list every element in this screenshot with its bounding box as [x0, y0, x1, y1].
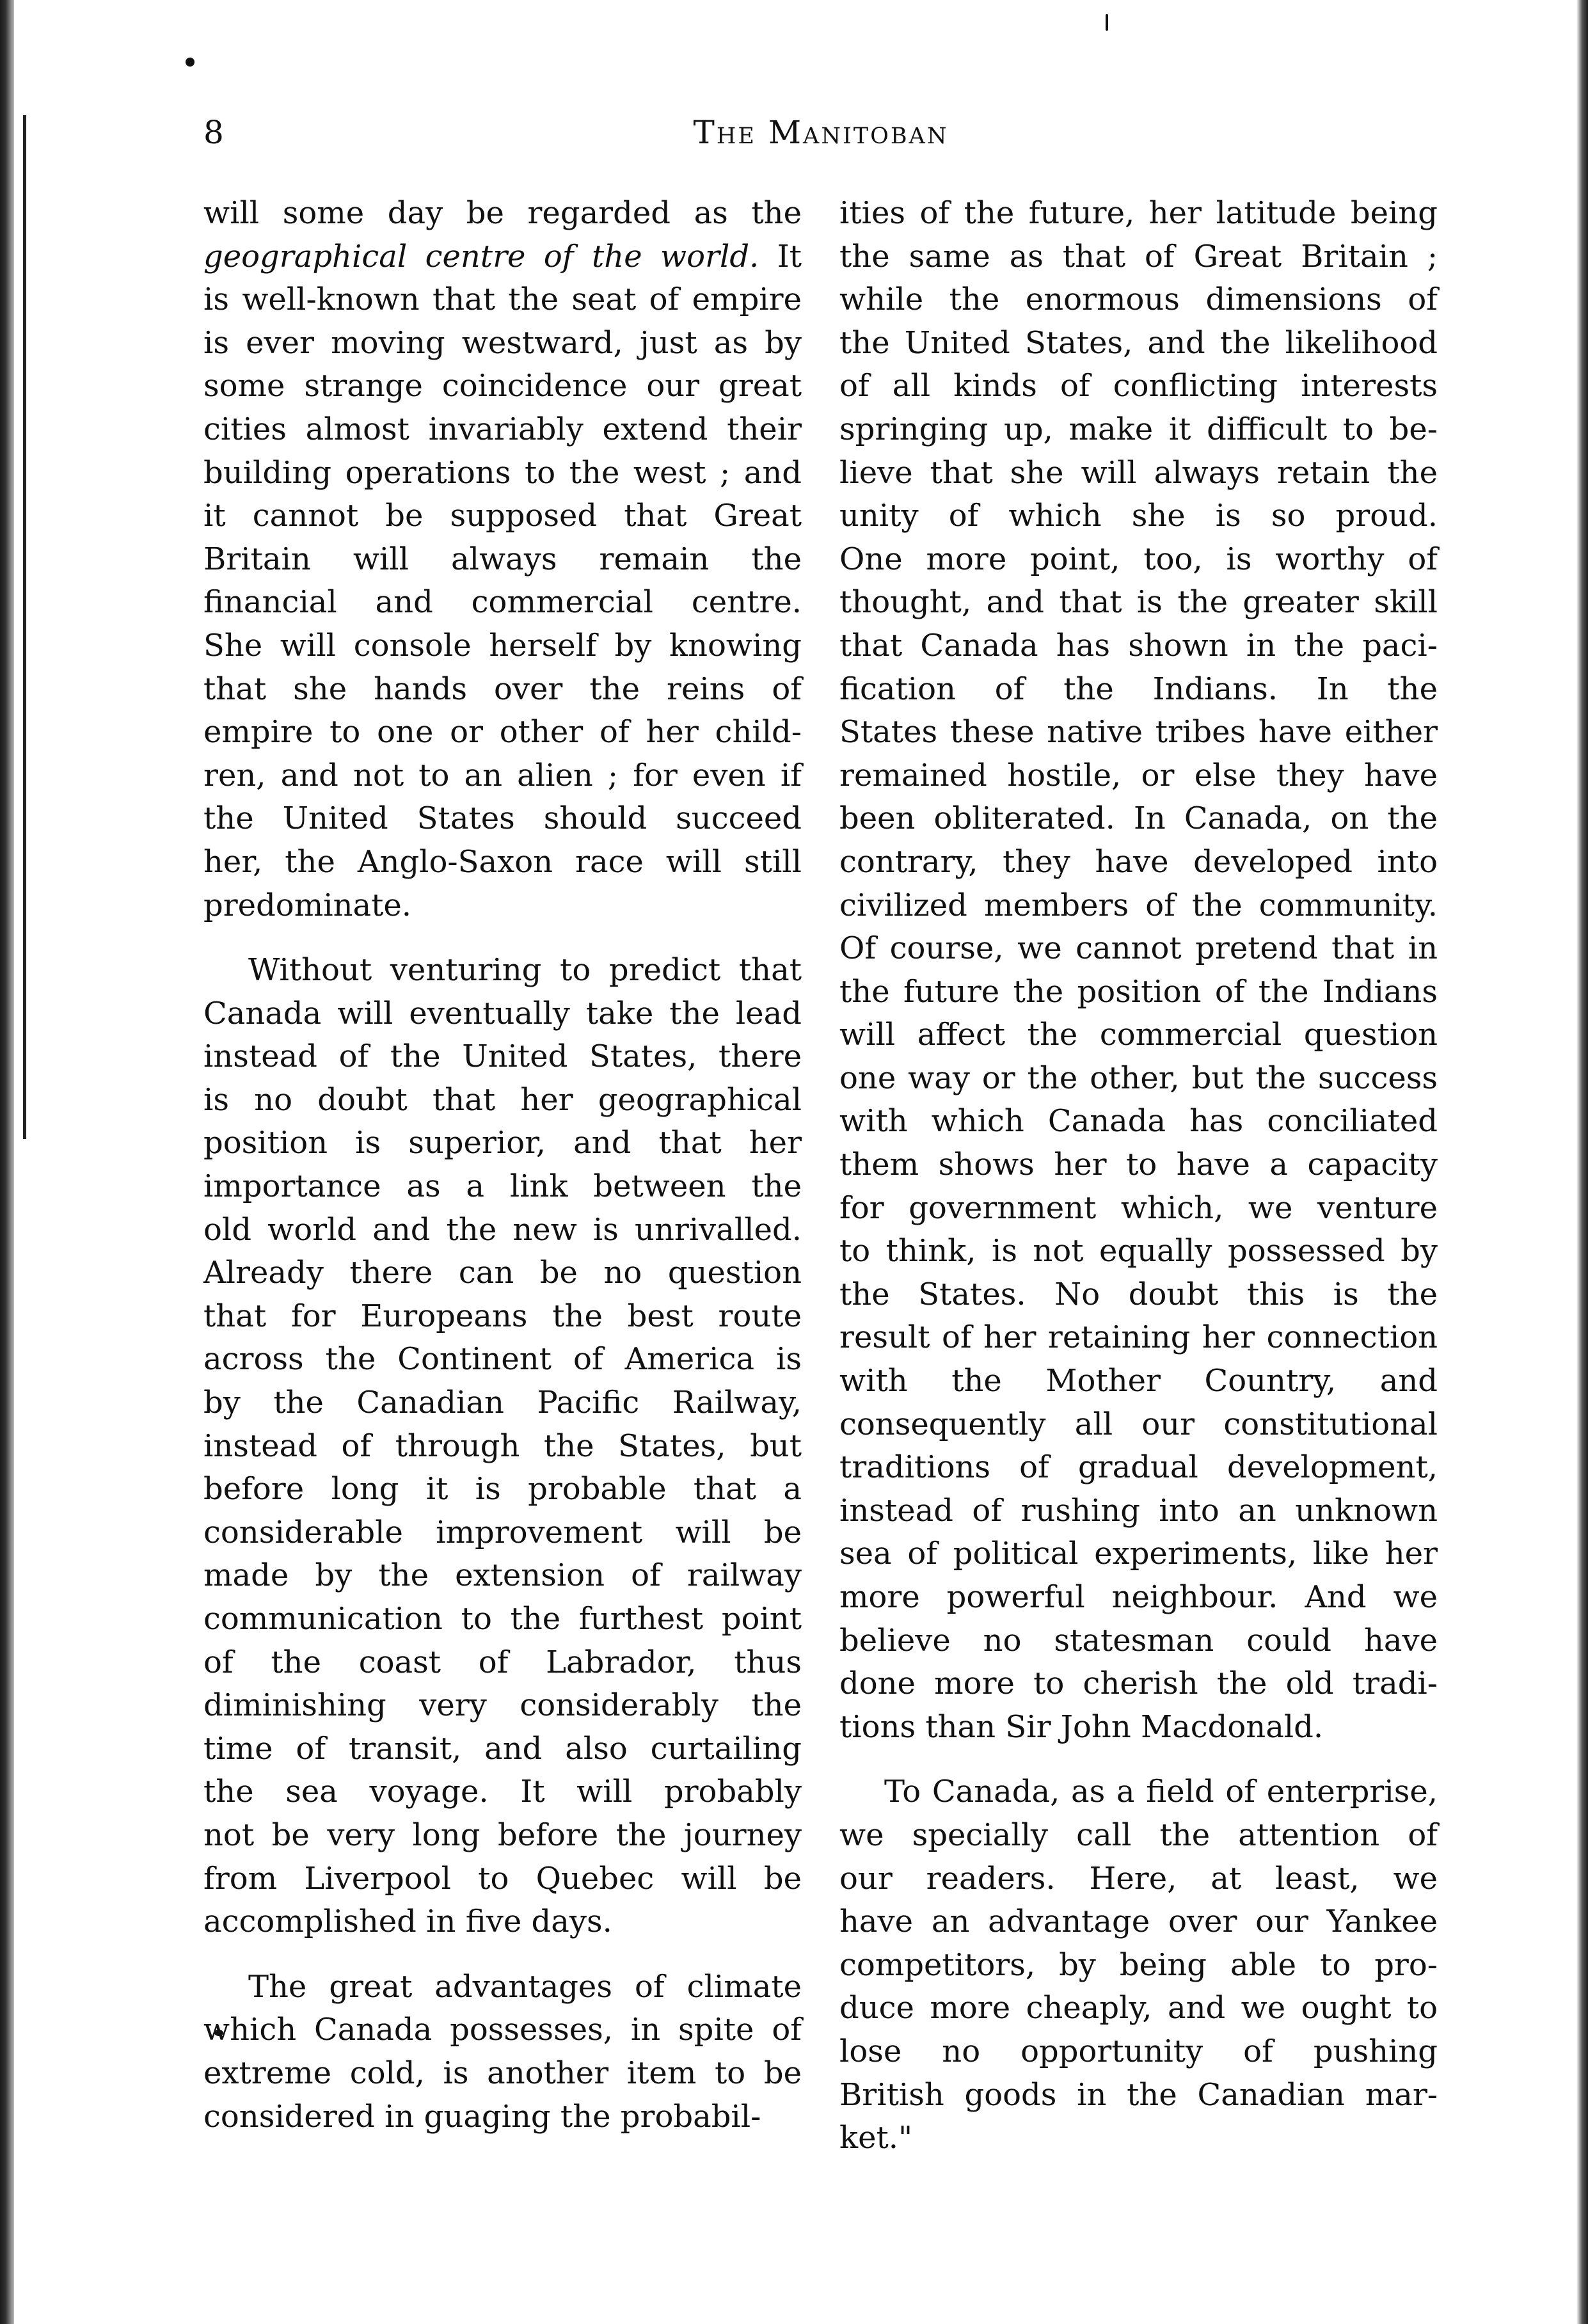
text-line: more powerful neighbour. And we [839, 1579, 1438, 1615]
text-line: Canada will eventually take the lead [203, 995, 802, 1031]
text-line: one way or the other, but the success [839, 1060, 1438, 1096]
text-line: it cannot be supposed that Great [203, 498, 802, 534]
text-line: extreme cold, is another item to be [203, 2055, 802, 2091]
text-line: made by the extension of railway [203, 1557, 802, 1594]
text-line: the future the position of the Indians [839, 973, 1438, 1010]
text-line: Without venturing to predict that [248, 952, 802, 989]
text-line: have an advantage over our Yankee [839, 1904, 1438, 1940]
text-line: across the Continent of America is [203, 1341, 802, 1378]
text-line: instead of rushing into an unknown [839, 1492, 1438, 1529]
text-line: will affect the commercial question [839, 1017, 1438, 1053]
text-line: which Canada possesses, in spite of [203, 2012, 802, 2048]
paragraph [203, 192, 802, 927]
text-line: of all kinds of conflicting interests [839, 368, 1438, 404]
text-line: competitors, by being able to pro- [839, 1946, 1438, 1983]
text-line: instead of through the States, but [203, 1428, 802, 1464]
text-line: position is superior, and that her [203, 1125, 802, 1161]
text-line: British goods in the Canadian mar- [839, 2076, 1438, 2113]
text-line: considerable improvement will be [203, 1514, 802, 1550]
right-column [839, 192, 1438, 2160]
text-line: financial and commercial centre. [203, 584, 802, 621]
text-line: time of transit, and also curtailing [203, 1730, 802, 1767]
page-number: 8 [203, 114, 225, 151]
scan-speck [1106, 14, 1108, 31]
text-line: the United States, and the likelihood [839, 324, 1438, 361]
text-line: diminishing very considerably the [203, 1687, 802, 1724]
text-line: sea of political experiments, like her [839, 1536, 1438, 1572]
paragraph [203, 949, 802, 1944]
scan-speck [186, 58, 195, 67]
text-line: duce more cheaply, and we ought to [839, 1990, 1438, 2026]
text-line: instead of the United States, there [203, 1039, 802, 1075]
text-line: Already there can be no question [203, 1255, 802, 1291]
text-line: the same as that of Great Britain ; [839, 238, 1438, 275]
text-line: before long it is probable that a [203, 1471, 802, 1508]
text-line: her, the Anglo-Saxon race will still [203, 843, 802, 880]
text-line: our readers. Here, at least, we [839, 1860, 1438, 1897]
text-line: consequently all our constitutional [839, 1406, 1438, 1442]
text-line: we specially call the attention of [839, 1817, 1438, 1853]
text-line: been obliterated. In Canada, on the [839, 800, 1438, 837]
text-line: is no doubt that her geographical [203, 1081, 802, 1118]
text-line: to think, is not equally possessed by [839, 1233, 1438, 1269]
text-line: Britain will always remain the [203, 541, 802, 577]
text-line: civilized members of the community. [839, 887, 1438, 923]
text-line: them shows her to have a capacity [839, 1147, 1438, 1183]
text-line: considered in guaging the probabil- [203, 2098, 761, 2135]
text-line: the United States should succeed [203, 800, 802, 837]
text-line: geographical centre of the world. It [203, 238, 802, 275]
text-line: She will console herself by knowing [203, 627, 802, 664]
text-line: communication to the furthest point [203, 1601, 802, 1637]
text-line: that she hands over the reins of [203, 671, 802, 707]
text-line: traditions of gradual development, [839, 1449, 1438, 1486]
text-line: ren, and not to an alien ; for even if [203, 757, 802, 793]
text-line: while the enormous dimensions of [839, 282, 1438, 318]
text-line: is ever moving westward, just as by [203, 324, 802, 361]
text-line: the sea voyage. It will probably [203, 1774, 802, 1810]
text-line: fication of the Indians. In the [839, 671, 1438, 707]
text-line: with the Mother Country, and [839, 1363, 1438, 1399]
running-title: The Manitoban [693, 114, 949, 151]
text-line: Of course, we cannot pretend that in [839, 930, 1438, 967]
text-line: One more point, too, is worthy of [839, 541, 1438, 577]
text-line: unity of which she is so proud. [839, 498, 1438, 534]
text-line: is well-known that the seat of empire [203, 282, 802, 318]
scan-binding-shadow [23, 115, 26, 1139]
text-line: some strange coincidence our great [203, 368, 802, 404]
paragraph-gap [203, 1944, 802, 1966]
text-line: thought, and that is the greater skill [839, 584, 1438, 621]
text-line: believe no statesman could have [839, 1622, 1438, 1659]
scan-edge-right [1576, 0, 1588, 2324]
text-line: will some day be regarded as the [203, 195, 802, 231]
text-line: remained hostile, or else they have [839, 757, 1438, 793]
paragraph [839, 1771, 1438, 2160]
text-line: that for Europeans the best route [203, 1298, 802, 1334]
text-line: importance as a link between the [203, 1168, 802, 1205]
scan-edge-left [0, 0, 14, 2324]
text-line: contrary, they have developed into [839, 843, 1438, 880]
paragraph [203, 1966, 802, 2138]
text-line: from Liverpool to Quebec will be [203, 1860, 802, 1897]
text-line: for government which, we venture [839, 1190, 1438, 1226]
paragraph-gap [839, 1749, 1438, 1771]
text-line: lieve that she will always retain the [839, 454, 1438, 491]
text-line: with which Canada has conciliated [839, 1103, 1438, 1140]
left-column [203, 192, 802, 2138]
text-line: predominate. [203, 887, 412, 923]
text-line: ket." [839, 2120, 913, 2156]
text-line: done more to cherish the old tradi- [839, 1666, 1438, 1702]
text-line: empire to one or other of her child- [203, 714, 802, 751]
page-header [203, 114, 1438, 165]
text-line: lose no opportunity of pushing [839, 2033, 1438, 2069]
text-line: tions than Sir John Macdonald. [839, 1708, 1324, 1745]
text-line: old world and the new is unrivalled. [203, 1211, 802, 1248]
text-line: by the Canadian Pacific Railway, [203, 1385, 802, 1421]
text-line: building operations to the west ; and [203, 454, 802, 491]
text-line: ities of the future, her latitude being [839, 195, 1438, 231]
text-line: the States. No doubt this is the [839, 1276, 1438, 1312]
text-line: The great advantages of climate [248, 1968, 802, 2005]
paragraph [839, 192, 1438, 1749]
text-line: result of her retaining her connection [839, 1319, 1438, 1356]
text-line: of the coast of Labrador, thus [203, 1644, 802, 1680]
text-line: To Canada, as a field of enterprise, [884, 1774, 1438, 1810]
text-line: that Canada has shown in the paci- [839, 627, 1438, 664]
text-line: not be very long before the journey [203, 1817, 802, 1853]
text-line: accomplished in five days. [203, 1904, 612, 1940]
paragraph-gap [203, 927, 802, 949]
text-line: cities almost invariably extend their [203, 411, 802, 447]
text-line: springing up, make it difficult to be- [839, 411, 1438, 447]
text-line: States these native tribes have either [839, 714, 1438, 751]
